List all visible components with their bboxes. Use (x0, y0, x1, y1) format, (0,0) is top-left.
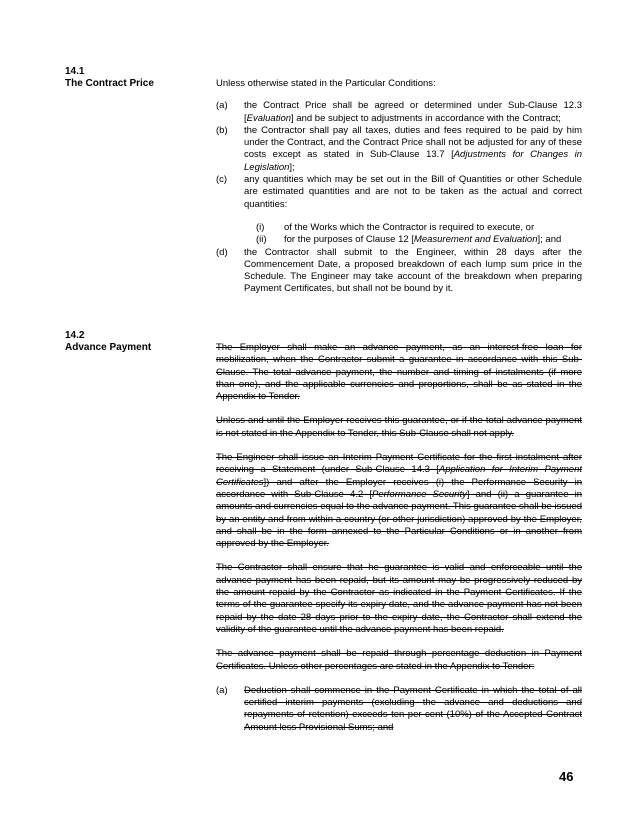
clause-14-1-subitem-ii (216, 234, 582, 246)
clause-14-1-item-a (216, 100, 582, 125)
subitem-text: for the purposes of Clause 12 [Measurement and Evaluation]; and (284, 234, 562, 246)
item-label: (b) (216, 124, 228, 136)
clause-14-2-body (216, 342, 582, 734)
clause-14-1-body (216, 78, 582, 296)
clause-14-1-subitem-i (216, 222, 582, 234)
item-text: the Contract Price shall be agreed or determined under Sub-Clause 12.3 [Evaluation] and be subject to adjustments in accordance with the Contract; (244, 100, 582, 124)
item-label: (a) (216, 684, 228, 696)
item-text: Deduction shall commence in the Payment Certificate in which the total of all certified interim payments (excluding the advance and deductions and repayments of retention) exceeds ten per cent (10%) of the Accepted Contract Amount less Provisional Sums; and (244, 684, 582, 733)
clause-14-1-item-d (216, 247, 582, 296)
clause-14-1-intro: Unless otherwise stated in the Particular Conditions: (216, 78, 436, 89)
item-text: any quantities which may be set out in the Bill of Quantities or other Schedule are estimated quantities and are not to be taken as the actual and correct quantities: (244, 174, 582, 210)
subitem-text: of the Works which the Contractor is required to execute, or (284, 221, 535, 233)
item-label: (a) (216, 100, 228, 112)
clause-14-2-number: 14.2 (65, 330, 85, 341)
advance-payment-item-a (216, 685, 582, 734)
advance-payment-paragraph-4: The Contractor shall ensure that he guarantee is valid and enforceable until the advance payment has been repaid, but its amount may be progressively reduced by the amount repaid by the Contractor as indicated in the Payment Certificates. If the terms of the guarantee specify its expiry date, and the advance payment has not been repaid by the date 28 days prior to the expiry date, the Contractor shall extend the validity of the guarantee until the advance payment has been repaid. (216, 562, 582, 635)
clause-14-1-item-b (216, 125, 582, 174)
clause-14-1-title: The Contract Price (65, 78, 154, 89)
item-label: (d) (216, 246, 228, 258)
subitem-label: (ii) (256, 234, 267, 246)
page-number: 46 (559, 769, 574, 784)
item-label: (c) (216, 174, 228, 186)
advance-payment-paragraph-1: The Employer shall make an advance payment, as an interest-free loan for mobilization, when the Contractor submit a guarantee in accordance with this Sub-Clause. The total advance payment, the number and timing of instalments (if more than one), and the applicable currencies and proportions, shall be as stated in the Appendix to Tender. (216, 342, 582, 403)
advance-payment-paragraph-3: The Engineer shall issue an Interim Payment Certificate for the first instalment after receiving a Statement (under Sub-Clause 14.3 [Application for Interim Payment Certificates]) and after the Employer receives (i) the Performance Security in accordance with Sub-Clause 4.2 [Performance Security] and (ii) a guarantee in amounts and currencies equal to the advance payment. This guarantee shall be issued by an entity and from within a country (or other jurisdiction) approved by the Employer, and shall be in the form annexed to the Particular Conditions or in another from approved by the Employer. (216, 452, 583, 550)
clause-14-2-title: Advance Payment (65, 342, 152, 353)
clause-14-1-number: 14.1 (65, 66, 85, 77)
item-text: the Contractor shall submit to the Engineer, within 28 days after the Commencement Date, a proposed breakdown of each lump sum price in the Schedule. The Engineer may take account of the breakdown when preparing Payment Certificates, but shall not be bound by it. (244, 246, 582, 295)
subitem-label: (i) (256, 221, 265, 233)
item-text: the Contractor shall pay all taxes, duties and fees required to be paid by him under the Contract, and the Contract Price shall not be adjusted for any of these costs except as stated in Sub-Clause 13.7 [Adjustments for Changes in Legislation]; (244, 124, 582, 173)
clause-14-1-item-c (216, 174, 582, 211)
advance-payment-paragraph-5: The advance payment shall be repaid through percentage deduction in Payment Certificates. Unless other percentages are stated in the Appendix to Tender: (216, 648, 582, 672)
advance-payment-paragraph-2: Unless and until the Employer receives this guarantee, or if the total advance payment is not stated in the Appendix to Tender, this Sub-Clause shall not apply. (216, 415, 582, 439)
